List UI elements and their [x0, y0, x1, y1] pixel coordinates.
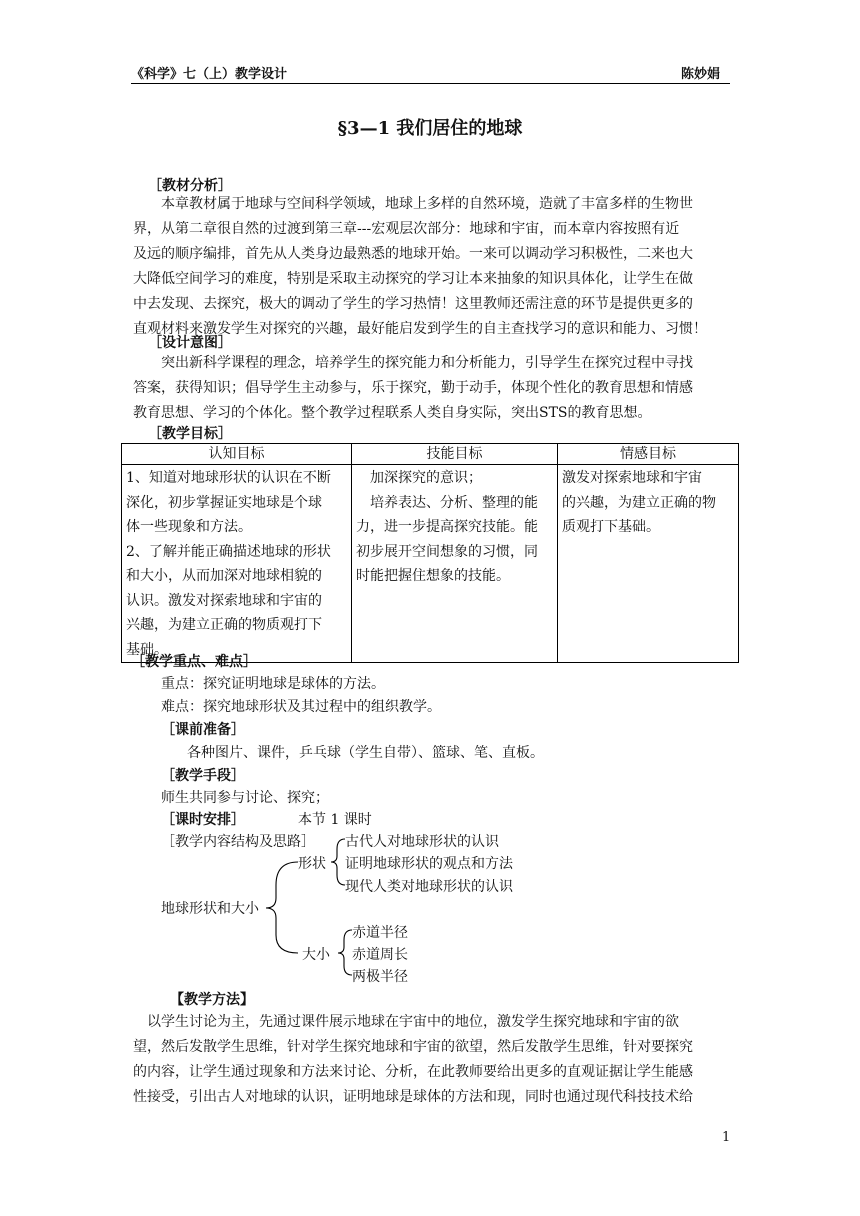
header-left: 《科学》七（上）教学设计	[131, 67, 288, 82]
cell-line: 培养表达、分析、整理的能	[370, 494, 538, 511]
paragraph-line: 直观材料来激发学生对探究的兴趣，最好能启发到学生的自主查找学习的意识和能力、习惯！	[133, 321, 707, 337]
cell-line: 兴趣，为建立正确的物质观打下	[126, 617, 322, 633]
cell-line: 加深探究的意识；	[370, 470, 482, 486]
schedule-heading: ［课时安排］	[161, 812, 245, 828]
structure-shape-item: 现代人类对地球形状的认识	[345, 879, 513, 895]
paragraph-line: 答案，获得知识；倡导学生主动参与，乐于探究，勤于动手，体现个性化的教育思想和情感	[133, 380, 693, 396]
design-intent-heading: ［设计意图］	[148, 335, 232, 351]
methods-heading: 【教学方法】	[170, 992, 254, 1008]
page-title: §3—1 我们居住的地球	[337, 118, 523, 139]
difficult-point-text: 难点：探究地球形状及其过程中的组织教学。	[161, 699, 441, 715]
cell-line: 基础。	[126, 641, 168, 658]
structure-size-item: 赤道周长	[352, 947, 408, 963]
cell-line: 初步展开空间想象的习惯，同	[356, 543, 538, 560]
main-brace	[266, 862, 298, 953]
cell-line: 质观打下基础。	[562, 519, 660, 535]
means-text: 师生共同参与讨论、探究；	[161, 790, 329, 806]
cell-line: 力，进一步提高探究技能。能	[356, 519, 538, 535]
key-point-text: 重点：探究证明地球是球体的方法。	[161, 676, 385, 692]
structure-shape-item: 证明地球形状的观点和方法	[345, 856, 513, 872]
preparation-heading: ［课前准备］	[161, 722, 245, 738]
paragraph-line: 及远的顺序编排，首先从人类身边最熟悉的地球开始。一来可以调动学习积极性，二来也大	[133, 246, 693, 262]
cell-line: 1、知道对地球形状的认识在不断	[126, 470, 331, 486]
textbook-analysis-heading: ［教材分析］	[148, 178, 232, 194]
cell-line: 激发对探索地球和宇宙	[562, 470, 702, 486]
structure-size-item: 两极半径	[352, 969, 408, 985]
size-brace	[338, 930, 352, 975]
paragraph-line: 以学生讨论为主，先通过课件展示地球在宇宙中的地位，激发学生探究地球和宇宙的欲	[147, 1014, 679, 1030]
structure-heading: ［教学内容结构及思路］	[161, 834, 315, 850]
paragraph-line: 望，然后发散学生思维，针对学生探究地球和宇宙的欲望，然后发散学生思维，针对要探究	[133, 1039, 693, 1055]
column-header-cognitive: 认知目标	[122, 444, 352, 465]
structure-size-item: 赤道半径	[352, 925, 408, 941]
structure-shape-label: 形状	[298, 856, 326, 872]
paragraph-line: 突出新科学课程的理念，培养学生的探究能力和分析能力，引导学生在探究过程中寻找	[161, 355, 693, 371]
cell-line: 体一些现象和方法。	[126, 519, 252, 535]
paragraph-line: 中去发现、去探究，极大的调动了学生的学习热情！这里教师还需注意的环节是提供更多的	[133, 296, 693, 312]
cell-line: 深化，初步掌握证实地球是个球	[126, 494, 322, 511]
structure-size-label: 大小	[302, 947, 330, 963]
key-points-heading: ［教学重点、难点］	[131, 654, 257, 670]
teaching-goals-heading: ［教学目标］	[148, 426, 232, 442]
cell-line: 认识。激发对探索地球和宇宙的	[126, 592, 322, 609]
page-number: 1	[722, 1130, 731, 1145]
cell-line: 时能把握住想象的技能。	[356, 568, 510, 584]
structure-shape-item: 古代人对地球形状的认识	[345, 834, 499, 850]
paragraph-line: 本章教材属于地球与空间科学领域，地球上多样的自然环境，造就了丰富多样的生物世	[161, 196, 693, 212]
paragraph-line: 性接受，引出古人对地球的认识，证明地球是球体的方法和现，同时也通过现代科技技术给	[133, 1089, 693, 1105]
schedule-text: 本节 1 课时	[298, 812, 372, 828]
cell-line: 和大小，从而加深对地球相貌的	[126, 568, 322, 584]
column-header-skill: 技能目标	[352, 444, 558, 465]
cell-line: 2、了解并能正确描述地球的形状	[126, 543, 331, 560]
paragraph-line: 大降低空间学习的难度，特别是采取主动探究的学习让本来抽象的知识具体化，让学生在做	[133, 271, 693, 287]
paragraph-line: 界，从第二章很自然的过渡到第三章---宏观层次部分：地球和宇宙，而本章内容按照有近	[133, 221, 680, 237]
shape-brace	[331, 839, 345, 885]
preparation-text: 各种图片、课件，乒乓球（学生自带）、篮球、笔、直板。	[187, 745, 544, 761]
column-header-emotion: 情感目标	[558, 444, 739, 465]
paragraph-line: 的内容，让学生通过现象和方法来讨论、分析，在此教师要给出更多的直观证据让学生能感	[133, 1064, 693, 1080]
cell-line: 的兴趣，为建立正确的物	[562, 494, 716, 511]
header-right: 陈妙娟	[681, 67, 721, 82]
means-heading: ［教学手段］	[161, 768, 245, 784]
paragraph-line: 教育思想、学习的个体化。整个教学过程联系人类自身实际，突出STS的教育思想。	[133, 405, 652, 421]
structure-root: 地球形状和大小	[161, 901, 259, 917]
